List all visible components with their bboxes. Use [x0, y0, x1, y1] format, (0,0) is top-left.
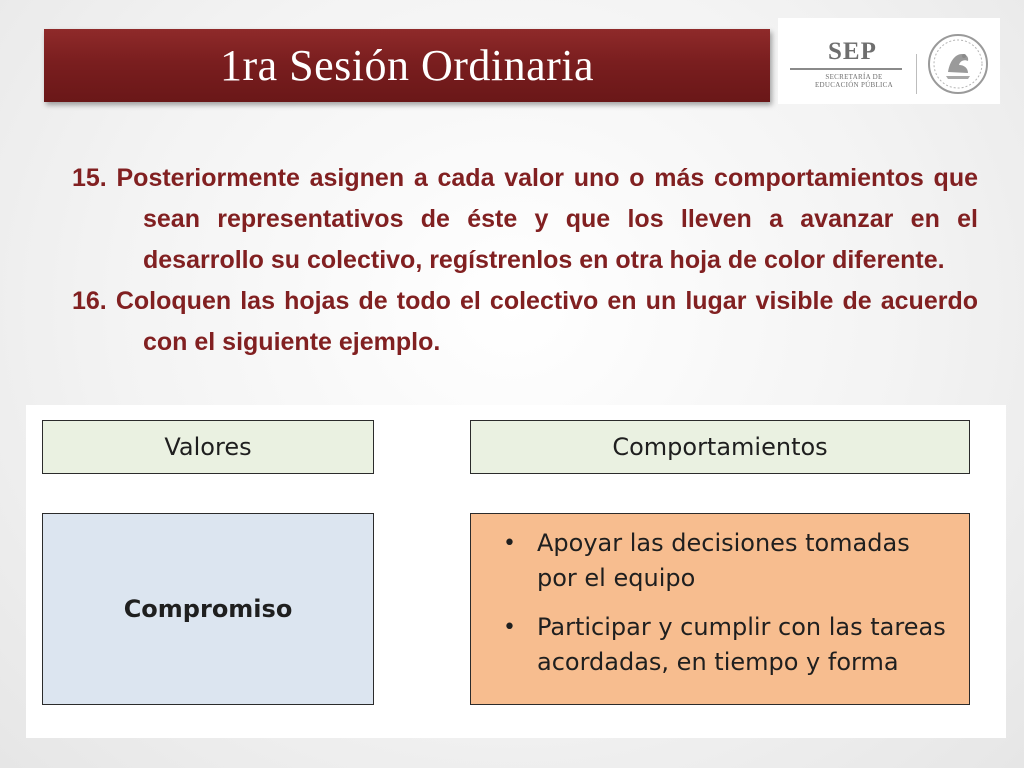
instructions-list	[72, 158, 978, 363]
sep-logo-rule	[790, 68, 902, 70]
title-banner	[44, 29, 770, 102]
bullet-icon: •	[503, 531, 516, 556]
value-card	[42, 513, 374, 705]
list-item	[495, 610, 955, 680]
sep-logo-panel	[778, 18, 1000, 104]
behaviors-list	[471, 514, 969, 680]
value-label: Compromiso	[123, 595, 293, 623]
list-item	[495, 526, 955, 596]
slide-title: 1ra Sesión Ordinaria	[219, 41, 595, 90]
example-panel	[26, 405, 1006, 738]
behavior-text: Apoyar las decisiones tomadas por el equipo	[537, 529, 910, 592]
instruction-item: 16. Coloquen las hojas de todo el colectivo en un lugar visible de acuerdo con el siguiente ejemplo.	[72, 287, 978, 356]
behavior-text: Participar y cumplir con las tareas acordadas, en tiempo y forma	[537, 613, 946, 676]
sep-logo	[790, 40, 902, 92]
sep-full-name: SECRETARÍA DE EDUCACIÓN PÚBLICA	[814, 73, 894, 89]
logo-divider	[916, 54, 917, 94]
behaviors-header-box: Comportamientos	[470, 420, 970, 474]
sep-abbreviation: SEP	[828, 38, 877, 65]
behaviors-card	[470, 513, 970, 705]
mexican-coat-of-arms-icon	[926, 32, 990, 96]
instruction-item: 15. Posteriormente asignen a cada valor uno o más comportamientos que sean representativos de éste y que los lleven a avanzar en el desarrollo su colectivo, regístrenlos en otra hoja de color diferente.	[72, 164, 978, 274]
bullet-icon: •	[503, 615, 516, 640]
values-header-box: Valores	[42, 420, 374, 474]
